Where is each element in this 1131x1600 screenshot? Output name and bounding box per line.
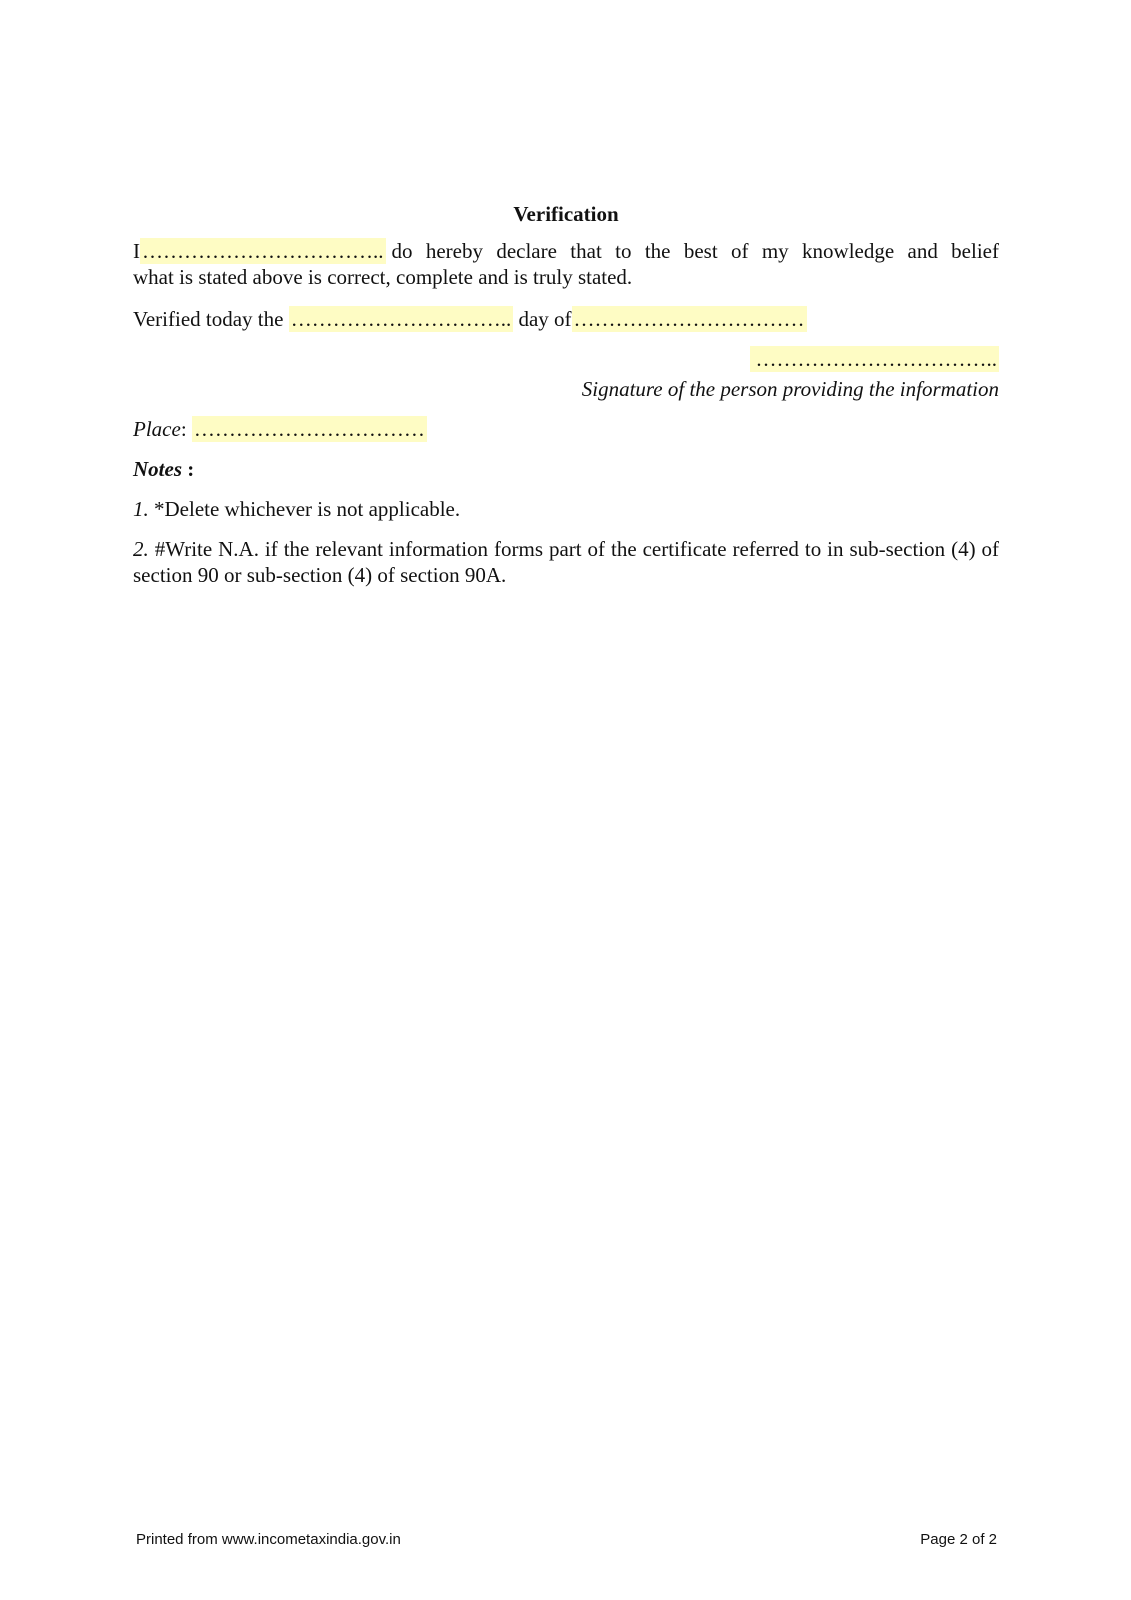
note-number: 1. [133, 497, 149, 521]
note-text: #Write N.A. if the relevant information forms part of the certificate referred to in sub-section (4) of section 90 or sub-section (4) of section 90A. [133, 537, 1000, 587]
declaration-paragraph [133, 238, 999, 290]
name-field[interactable]: …………………………….. [142, 239, 384, 263]
place-label: Place [133, 417, 181, 441]
declaration-prefix: I [133, 239, 140, 263]
note-number: 2. [133, 537, 149, 561]
notes-heading-colon: : [187, 457, 195, 481]
note-text: *Delete whichever is not applicable. [154, 497, 461, 521]
notes-heading [133, 456, 194, 482]
document-page [133, 198, 1000, 587]
signature-field-wrapper [750, 346, 1000, 372]
footer-source: Printed from www.incometaxindia.gov.in [136, 1531, 401, 1548]
footer-page-number: Page 2 of 2 [920, 1531, 997, 1548]
verified-prefix: Verified today the [133, 307, 284, 331]
day-field[interactable]: ………………………….. [290, 307, 512, 331]
signature-field[interactable]: …………………………….. [750, 346, 1000, 372]
note-item [133, 536, 999, 588]
declaration-line2-text: what is stated above is correct, complete and is truly stated. [133, 265, 633, 289]
month-field[interactable]: …………………………… [573, 307, 805, 331]
signature-caption: Signature of the person providing the information [581, 377, 999, 401]
verified-line [133, 306, 807, 332]
place-field[interactable]: …………………………… [193, 417, 425, 441]
day-of-label: day of [518, 307, 572, 331]
declaration-line1-text: do hereby declare that to the best of my knowledge and belief [391, 239, 999, 263]
page-title: Verification [513, 202, 619, 226]
place-line [133, 416, 427, 442]
note-item [133, 496, 460, 522]
place-colon: : [180, 417, 187, 441]
notes-heading-label: Notes [133, 457, 182, 481]
